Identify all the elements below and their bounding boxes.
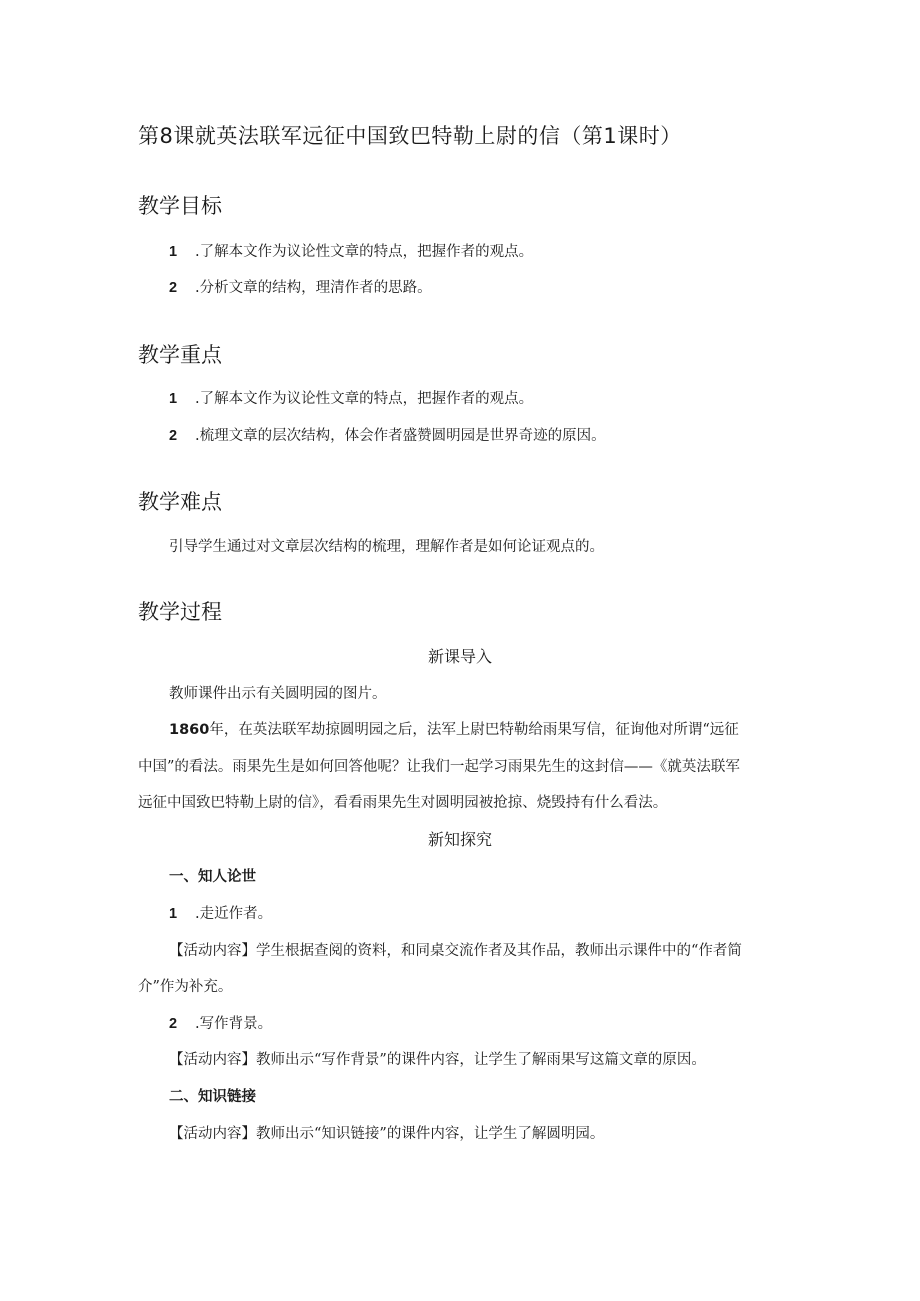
page-title: 第8课就英法联军远征中国致巴特勒上尉的信（第1课时） [138, 124, 682, 148]
section-2-activity: 【活动内容】教师出示“知识链接”的课件内容，让学生了解圆明园。 [169, 1126, 605, 1142]
objective-item [169, 240, 533, 261]
section-1-item-2-number: 2 [169, 1016, 178, 1032]
intro-paragraph-2-line-1 [169, 718, 739, 739]
section-1-activity-1-line-2: 介”作为补充。 [138, 979, 233, 995]
key-point-item-text: .梳理文章的层次结构，体会作者盛赞圆明园是世界奇迹的原因。 [195, 428, 606, 444]
intro-paragraph-2-line-2: 中国”的看法。雨果先生是如何回答他呢？让我们一起学习雨果先生的这封信——《就英法联军 [138, 759, 740, 775]
year-number: 1860 [169, 722, 210, 738]
section-2-title: 二、知识链接 [169, 1089, 256, 1105]
objective-item-text: .分析文章的结构，理清作者的思路。 [195, 280, 432, 296]
intro-paragraph-2-text: 年，在英法联军劫掠圆明园之后，法军上尉巴特勒给雨果写信，征询他对所谓“远征 [209, 722, 739, 738]
key-point-item-text: .了解本文作为议论性文章的特点，把握作者的观点。 [195, 391, 534, 407]
section-1-activity-1-line-1: 【活动内容】学生根据查阅的资料，和同桌交流作者及其作品，教师出示课件中的“作者简 [169, 943, 742, 959]
intro-subheading: 新课导入 [427, 647, 492, 666]
difficulty-heading: 教学难点 [138, 490, 222, 514]
objective-item-number: 2 [169, 280, 178, 296]
objective-item-number: 1 [169, 244, 178, 260]
section-1-item-1-text: .走近作者。 [195, 906, 273, 922]
difficulty-text: 引导学生通过对文章层次结构的梳理，理解作者是如何论证观点的。 [169, 539, 604, 555]
key-points-heading: 教学重点 [138, 343, 222, 367]
objective-item [169, 276, 432, 297]
key-point-item [169, 424, 606, 445]
key-point-item-number: 2 [169, 428, 178, 444]
section-1-title: 一、知人论世 [169, 869, 256, 885]
intro-paragraph-2-line-3: 远征中国致巴特勒上尉的信》，看看雨果先生对圆明园被抢掠、烧毁持有什么看法。 [138, 795, 668, 811]
explore-subheading: 新知探究 [427, 830, 492, 849]
objectives-heading: 教学目标 [138, 194, 222, 218]
section-1-item-1-number: 1 [169, 906, 178, 922]
section-1-activity-2: 【活动内容】教师出示“写作背景”的课件内容，让学生了解雨果写这篇文章的原因。 [169, 1052, 706, 1068]
process-heading: 教学过程 [138, 600, 222, 624]
intro-paragraph-1: 教师课件出示有关圆明园的图片。 [169, 686, 387, 702]
key-point-item [169, 387, 533, 408]
key-point-item-number: 1 [169, 391, 178, 407]
section-1-item-2-text: .写作背景。 [195, 1016, 273, 1032]
objective-item-text: .了解本文作为议论性文章的特点，把握作者的观点。 [195, 244, 534, 260]
section-1-item-1 [169, 902, 272, 923]
section-1-item-2 [169, 1012, 272, 1033]
